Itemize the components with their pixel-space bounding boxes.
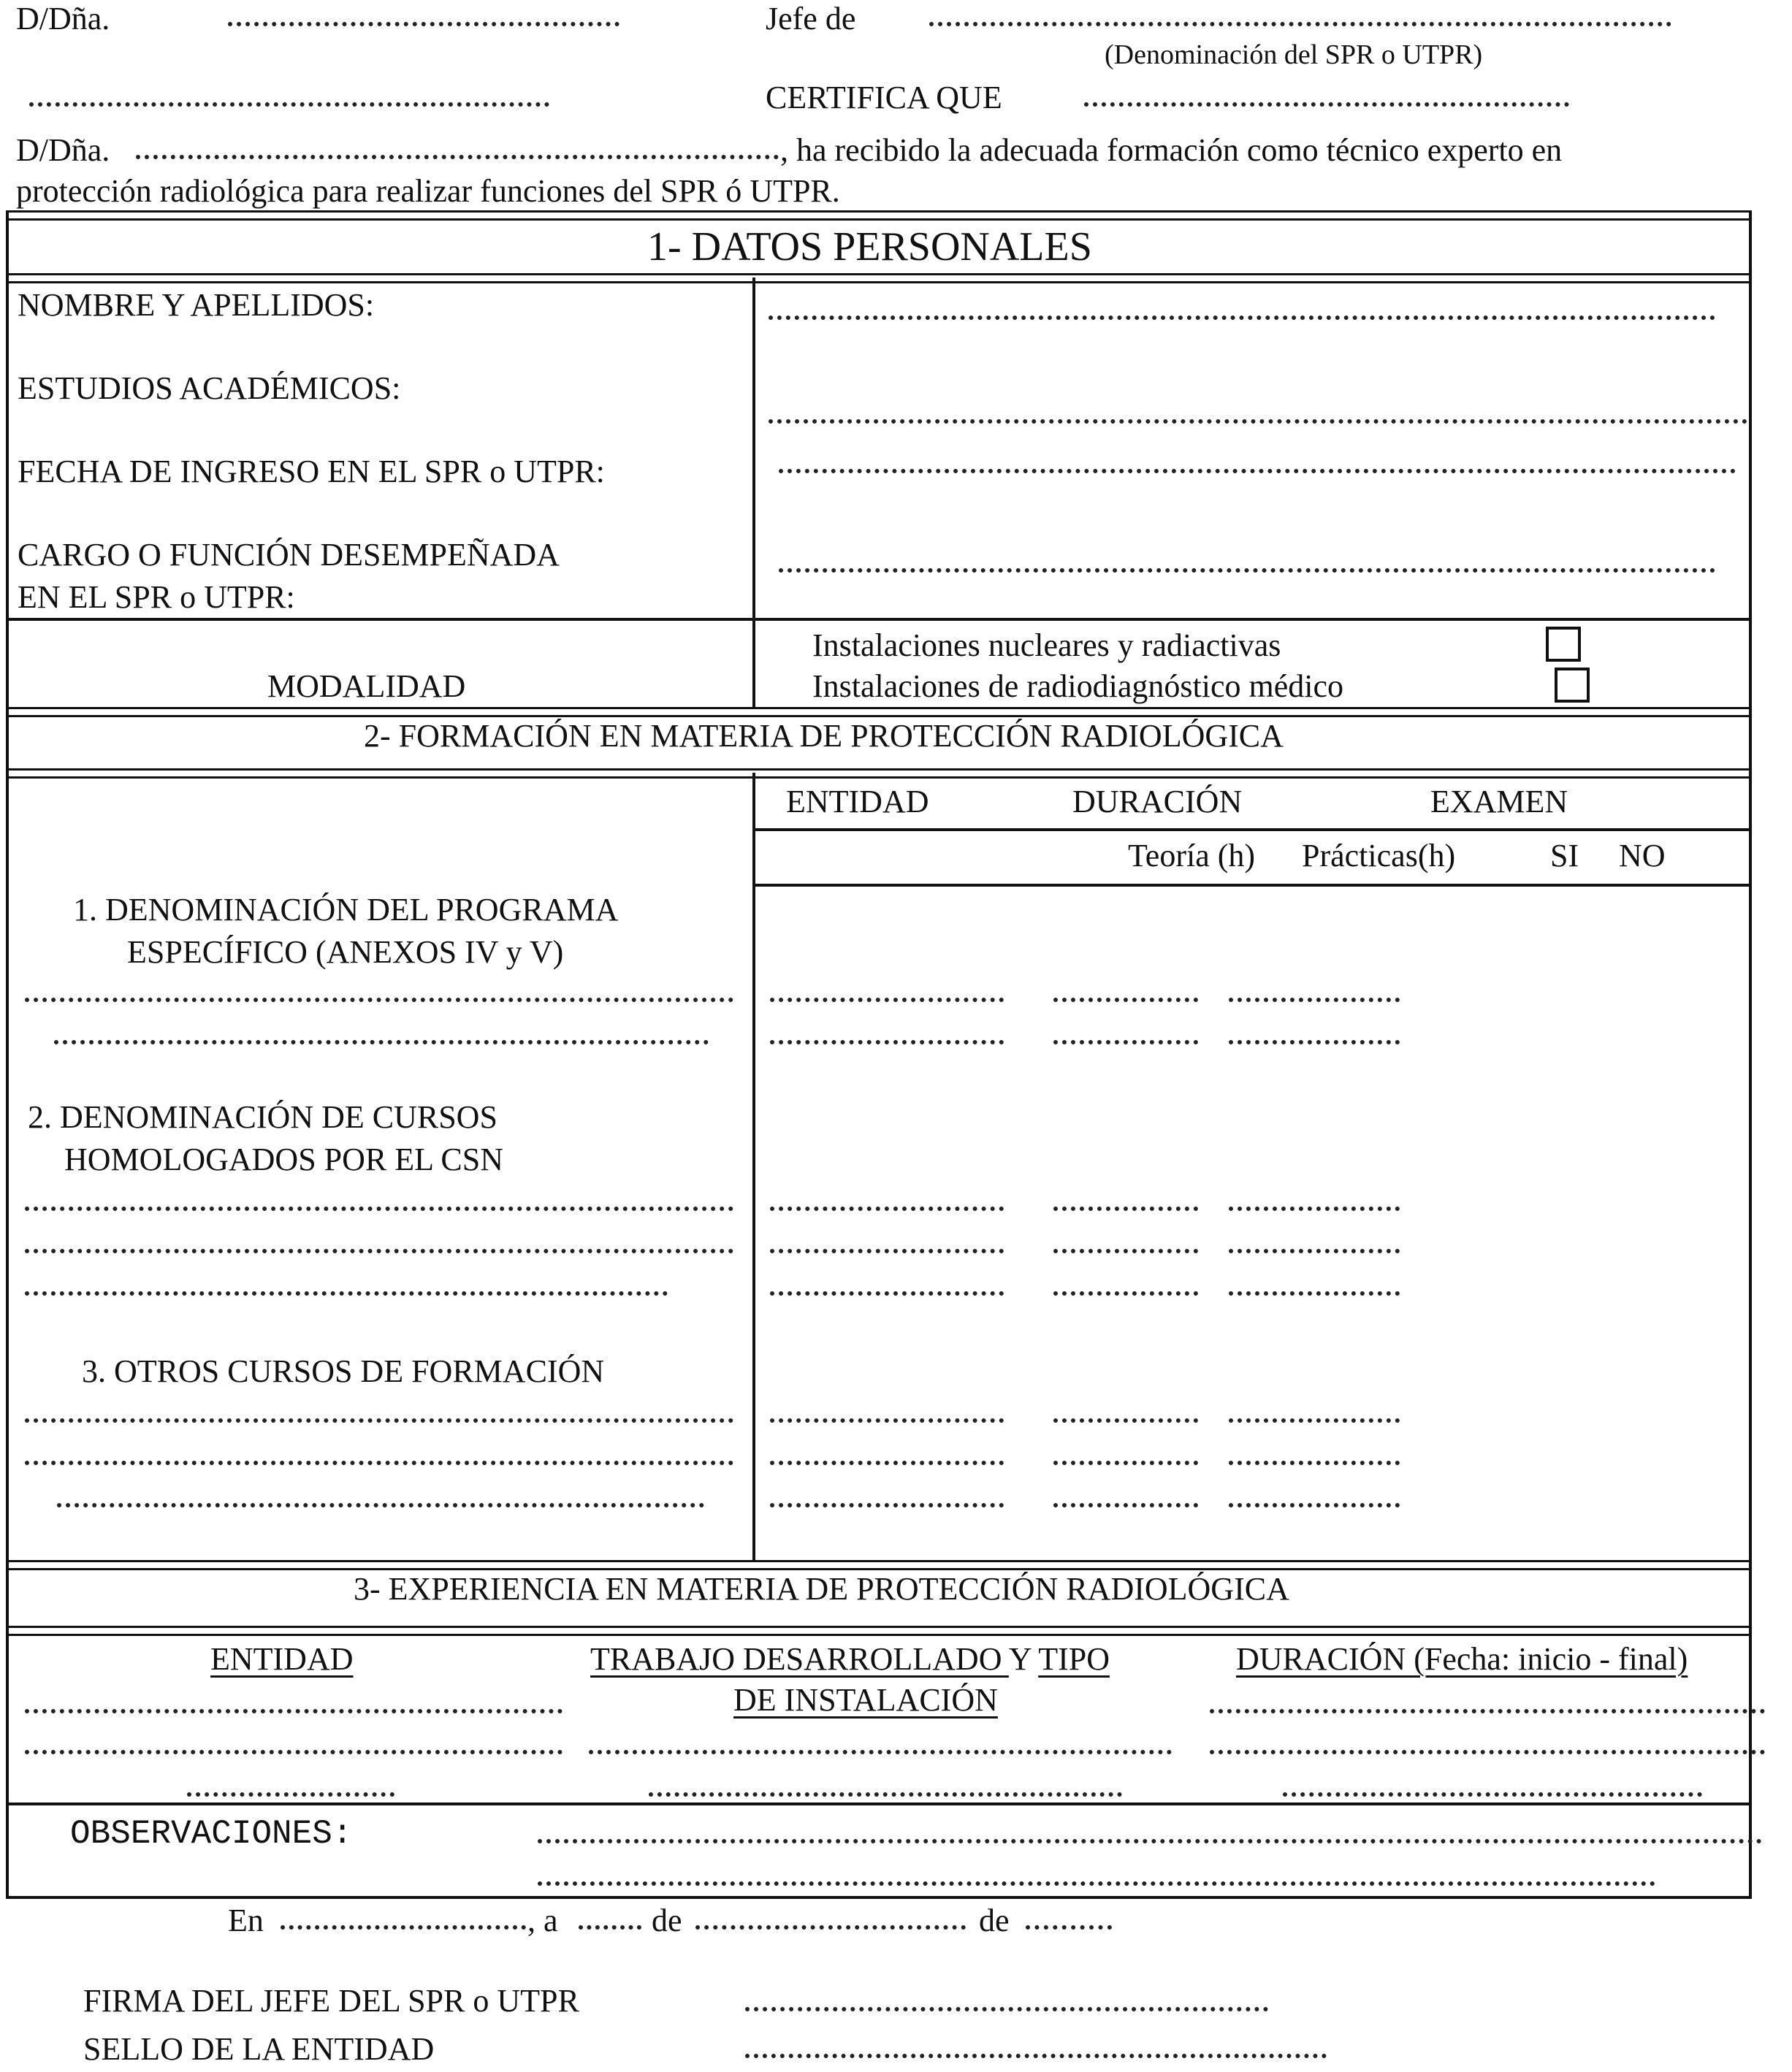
item1-name-field[interactable] [54, 1040, 709, 1044]
opt-radiodiagnostico-label: Instalaciones de radiodiagnóstico médico [812, 668, 1343, 704]
denominacion-field[interactable] [29, 102, 549, 107]
col-duracion-header: DURACIÓN [1072, 784, 1243, 819]
cargo-label-1: CARGO O FUNCIÓN DESEMPEÑADA [18, 537, 560, 573]
sub-practicas-header: Prácticas(h) [1302, 838, 1456, 873]
section1-title-divider [6, 273, 1752, 283]
item2-practicas-field[interactable] [1229, 1207, 1400, 1211]
item3-entidad-field[interactable] [770, 1418, 1004, 1423]
observaciones-label: OBSERVACIONES: [70, 1815, 353, 1853]
item3-teoria-field[interactable] [1053, 1418, 1198, 1423]
item3-entidad-field[interactable] [770, 1503, 1004, 1507]
item3-practicas-field[interactable] [1229, 1461, 1400, 1465]
item2-teoria-field[interactable] [1053, 1291, 1198, 1296]
exp-col-tipo-2: DE INSTALACIÓN [733, 1682, 998, 1718]
section1-title: 1- DATOS PERSONALES [647, 224, 1092, 269]
col-header-divider [752, 828, 1750, 831]
jefe-de-field[interactable] [929, 22, 1671, 26]
section2-title-divider [6, 768, 1752, 779]
section3-top-divider [6, 1560, 1752, 1570]
item1-label-1: 1. DENOMINACIÓN DEL PROGRAMA [73, 892, 619, 928]
item2-entidad-field[interactable] [770, 1291, 1004, 1296]
exp-col-tipo: TIPO [1038, 1641, 1110, 1677]
form-right-border [1749, 212, 1752, 1897]
item2-entidad-field[interactable] [770, 1207, 1004, 1211]
checkbox-radiodiagnostico[interactable] [1555, 668, 1590, 703]
exp-duracion-field[interactable] [1283, 1792, 1702, 1797]
footer-a-label: , a [527, 1903, 558, 1938]
item1-teoria-field[interactable] [1053, 998, 1198, 1002]
sub-teoria-header: Teoría (h) [1128, 838, 1256, 873]
footer-de-label-1: de [652, 1903, 682, 1938]
exp-col-entidad: ENTIDAD [210, 1641, 354, 1677]
col-entidad-header: ENTIDAD [786, 784, 929, 819]
footer-lugar-field[interactable] [281, 1925, 526, 1930]
item3-name-field[interactable] [25, 1418, 733, 1423]
fecha-ingreso-label: FECHA DE INGRESO EN EL SPR o UTPR: [18, 454, 605, 489]
item1-practicas-field[interactable] [1229, 998, 1400, 1002]
form-top-border [6, 210, 1752, 221]
item1-entidad-field[interactable] [770, 998, 1004, 1002]
item1-practicas-field[interactable] [1229, 1040, 1400, 1044]
subheader-divider [752, 884, 1750, 887]
observaciones-field[interactable] [538, 1839, 1762, 1843]
exp-col-trabajo-a: TRABAJO DESARROLLADO [590, 1641, 1009, 1677]
certifica-field[interactable] [1084, 102, 1569, 107]
exp-col-trabajo [590, 1643, 1110, 1675]
item2-practicas-field[interactable] [1229, 1249, 1400, 1253]
item2-practicas-field[interactable] [1229, 1291, 1400, 1296]
exp-duracion-field[interactable] [1210, 1709, 1765, 1713]
exp-entidad-field[interactable] [187, 1792, 394, 1797]
section2-column-divider [752, 773, 755, 1561]
section3-title-divider [6, 1626, 1752, 1636]
recibido-text-2: protección radiológica para realizar funciones del SPR ó UTPR. [16, 173, 840, 209]
firma-field[interactable] [745, 2007, 1268, 2011]
item3-teoria-field[interactable] [1053, 1503, 1198, 1507]
opt-nucleares-label: Instalaciones nucleares y radiactivas [812, 627, 1281, 663]
footer-en-label: En [228, 1903, 264, 1938]
estudios-label: ESTUDIOS ACADÉMICOS: [18, 370, 401, 406]
certifica-label: CERTIFICA QUE [766, 80, 1002, 115]
item2-teoria-field[interactable] [1053, 1249, 1198, 1253]
exp-trabajo-field[interactable] [649, 1792, 1122, 1797]
sello-label: SELLO DE LA ENTIDAD [83, 2031, 435, 2067]
d-dna-field-2[interactable] [136, 155, 779, 159]
item3-practicas-field[interactable] [1229, 1418, 1400, 1423]
observaciones-divider [6, 1803, 1752, 1805]
exp-trabajo-field[interactable] [589, 1750, 1172, 1754]
item2-label-2: HOMOLOGADOS POR EL CSN [64, 1142, 503, 1177]
denominacion-note: (Denominación del SPR o UTPR) [1105, 39, 1483, 70]
item3-entidad-field[interactable] [770, 1461, 1004, 1465]
footer-ano-field[interactable] [1026, 1925, 1112, 1930]
firma-label: FIRMA DEL JEFE DEL SPR o UTPR [83, 1983, 579, 2019]
section2-title: 2- FORMACIÓN EN MATERIA DE PROTECCIÓN RADIOLÓGICA [364, 718, 1284, 754]
estudios-field[interactable] [769, 419, 1747, 424]
form-bottom-border [6, 1896, 1752, 1899]
exp-entidad-field[interactable] [25, 1709, 563, 1713]
modalidad-label: MODALIDAD [267, 668, 466, 704]
item3-practicas-field[interactable] [1229, 1503, 1400, 1507]
observaciones-field[interactable] [538, 1881, 1655, 1886]
sub-no-header: NO [1619, 838, 1666, 873]
section1-column-divider [752, 278, 755, 708]
item1-label-2: ESPECÍFICO (ANEXOS IV y V) [127, 934, 564, 970]
item3-name-field[interactable] [57, 1503, 704, 1507]
item3-name-field[interactable] [25, 1461, 733, 1465]
item2-name-field[interactable] [25, 1207, 733, 1211]
col-examen-header: EXAMEN [1430, 784, 1568, 819]
exp-col-duracion: DURACIÓN (Fecha: inicio - final) [1236, 1641, 1688, 1677]
item2-label-1: 2. DENOMINACIÓN DE CURSOS [28, 1099, 497, 1135]
fecha-ingreso-field[interactable] [779, 469, 1736, 473]
item3-label: 3. OTROS CURSOS DE FORMACIÓN [82, 1353, 605, 1389]
exp-entidad-field[interactable] [25, 1750, 563, 1754]
modalidad-top-divider [6, 618, 1752, 621]
cargo-field[interactable] [779, 568, 1715, 573]
item1-entidad-field[interactable] [770, 1040, 1004, 1044]
d-dna-label-2: D/Dña. [16, 132, 110, 168]
footer-de-label-2: de [979, 1903, 1010, 1938]
footer-mes-field[interactable] [695, 1925, 966, 1930]
section3-title: 3- EXPERIENCIA EN MATERIA DE PROTECCIÓN RADIOLÓGICA [354, 1571, 1289, 1607]
jefe-de-label: Jefe de [766, 1, 856, 37]
cargo-label-2: EN EL SPR o UTPR: [18, 579, 295, 615]
item1-name-field[interactable] [25, 998, 733, 1002]
item2-name-field[interactable] [25, 1249, 733, 1253]
item2-teoria-field[interactable] [1053, 1207, 1198, 1211]
nombre-label: NOMBRE Y APELLIDOS: [18, 287, 375, 323]
checkbox-nucleares[interactable] [1546, 627, 1581, 662]
exp-col-trabajo-y: Y [1008, 1641, 1031, 1677]
item2-entidad-field[interactable] [770, 1249, 1004, 1253]
d-dna-field-1[interactable] [228, 22, 619, 26]
form-left-border [6, 212, 9, 1897]
d-dna-label-1: D/Dña. [16, 1, 110, 37]
sello-field[interactable] [745, 2054, 1327, 2058]
exp-duracion-field[interactable] [1210, 1750, 1765, 1754]
nombre-field[interactable] [769, 316, 1715, 320]
item3-teoria-field[interactable] [1053, 1461, 1198, 1465]
sub-si-header: SI [1550, 838, 1579, 873]
item2-name-field[interactable] [25, 1291, 668, 1296]
item1-teoria-field[interactable] [1053, 1040, 1198, 1044]
section2-top-divider [6, 707, 1752, 717]
footer-dia-field[interactable] [579, 1925, 641, 1930]
recibido-text-1: , ha recibido la adecuada formación como técnico experto en [780, 132, 1563, 168]
